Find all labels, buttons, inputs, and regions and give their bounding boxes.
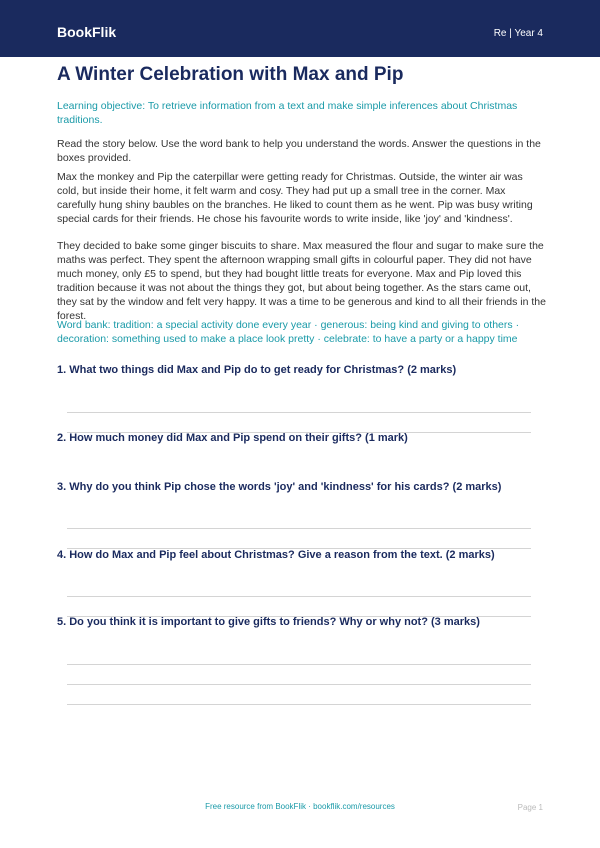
brand-logo: BookFlik [57, 24, 117, 40]
answer-line[interactable] [67, 664, 531, 665]
story-paragraph-2: They decided to bake some ginger biscuits to share. Max measured the flour and sugar to make sure the maths was perfect. They spent the afternoon wrapping small gifts in colourful paper. They did not have much money, only £5 to spend, but they had bought little treats for everyone. Max and Pip loved this tradition because it was not about the things they got, but about being together. As the stars came out, they sat by the window and felt very happy. It was a time to be generous and kind to all their friends in the forest. [57, 240, 546, 322]
instructions: Read the story below. Use the word bank to help you understand the words. Answer the questions in the boxes provided. [57, 138, 541, 164]
question-1: 1. What two things did Max and Pip do to get ready for Christmas? (2 marks) [57, 364, 457, 376]
learning-objective: Learning objective: To retrieve information from a text and make simple inferences about Christmas traditions. [57, 100, 518, 126]
answer-line[interactable] [67, 704, 531, 705]
header-bar [0, 0, 600, 57]
answer-line[interactable] [67, 412, 531, 413]
answer-line[interactable] [67, 596, 531, 597]
answer-line[interactable] [67, 684, 531, 685]
question-2: 2. How much money did Max and Pip spend on their gifts? (1 mark) [57, 432, 408, 444]
question-5: 5. Do you think it is important to give gifts to friends? Why or why not? (3 marks) [57, 616, 480, 628]
footer-credit: Free resource from BookFlik · bookflik.com/resources [205, 802, 395, 811]
page-number: Page 1 [517, 803, 543, 812]
answer-line[interactable] [67, 528, 531, 529]
page-title: A Winter Celebration with Max and Pip [57, 64, 404, 85]
word-bank: Word bank: tradition: a special activity done every year · generous: being kind and giving to others · decoration: something used to make a place look pretty · celebrate: to have a party or a happy time [57, 319, 520, 345]
question-3: 3. Why do you think Pip chose the words 'joy' and 'kindness' for his cards? (2 marks) [57, 481, 502, 493]
subject-year-label: Re | Year 4 [493, 28, 543, 39]
story-paragraph-1: Max the monkey and Pip the caterpillar were getting ready for Christmas. Outside, the winter air was cold, but inside their home, it felt warm and cosy. They had put up a small tree in the corner. Max carefully hung shiny baubles on the branches. He liked to count them as he went. Pip was busy writing special cards for their friends. He chose his favourite words to write inside, like 'joy' and 'kindness'. [57, 171, 533, 225]
question-4: 4. How do Max and Pip feel about Christmas? Give a reason from the text. (2 marks) [57, 549, 495, 561]
